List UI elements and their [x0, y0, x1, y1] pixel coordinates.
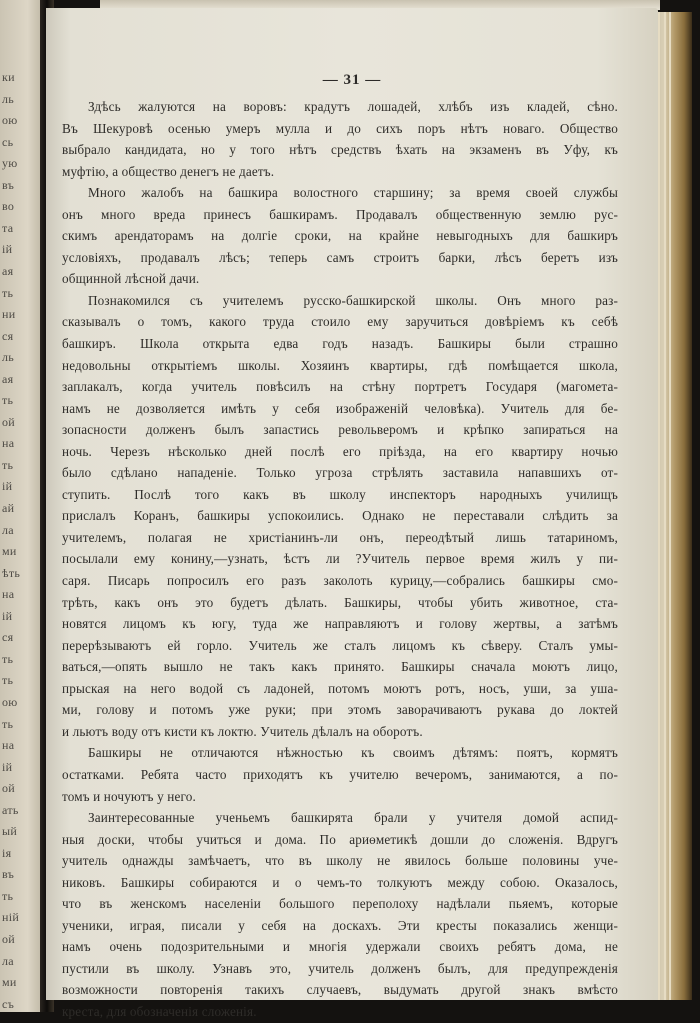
facing-page-fragment: ть [2, 673, 14, 688]
text-line: выбрало кандидата, но у того нѣтъ средствъ ѣхать на экзаменъ въ Уфу, къ [62, 142, 618, 158]
facing-page-fragment: ній [2, 910, 20, 925]
facing-page-fragment: ую [2, 156, 18, 171]
facing-page-fragment: ни [2, 307, 16, 322]
text-line: возможности повторенія такихъ случаевъ, выдумать другой знакъ вмѣсто [62, 982, 618, 998]
facing-page-fragment: ть [2, 888, 14, 903]
text-line: ступить. Послѣ того какъ въ школу инспекторъ народныхъ училищъ [62, 486, 618, 502]
text-line: Заинтересованные ученьемъ башкирята брали у учителя домой аспид- [88, 810, 618, 826]
facing-page-fragment: ми [2, 975, 17, 990]
facing-page-fragment: ій [2, 608, 13, 623]
facing-page-fragment: ая [2, 263, 14, 278]
facing-page-fragment: въ [2, 177, 15, 192]
facing-page-fragment: ій [2, 242, 13, 257]
facing-page-fragment: ой [2, 932, 16, 946]
facing-page-fragment: ою [2, 694, 18, 709]
text-line: скимъ арендаторамъ на долгіе сроки, на крайне невыгодныхъ для башкиръ [62, 228, 618, 244]
book-edge [652, 12, 692, 1000]
text-line: Въ Шекуровѣ осенью умеръ мулла и до сихъ поръ нѣтъ новаго. Общество [62, 120, 618, 136]
facing-page-fragment: ать [2, 802, 19, 817]
facing-page-fragment: ль [2, 350, 15, 365]
facing-page-fragment: ть [2, 651, 14, 666]
text-line: зопасности долженъ былъ запастись револьверомъ и крѣпко запираться на [62, 422, 618, 438]
text-line: онъ много вреда принесъ башкирамъ. Продавалъ общественную землю рус- [62, 206, 618, 222]
text-line: башкиръ. Школа открыта едва годъ назадъ. Башкиры были страшно [62, 336, 618, 352]
text-line: условіяхъ, продавалъ лѣсъ; теперь самъ строитъ барки, лѣсъ беретъ изъ [62, 249, 618, 265]
facing-page-fragment: ть [2, 285, 14, 300]
facing-page-fragment: на [2, 436, 15, 451]
text-line: перерѣзываютъ ей горло. Учитель же сталъ лицомъ къ сѣверу. Сталъ умы- [62, 637, 618, 653]
text-line: что въ женскомъ населеніи большого переполоху надѣлали пьяемъ, которые [62, 896, 618, 912]
text-line: и льютъ воду отъ кисти къ локтю. Учитель дѣлалъ на оборотъ. [62, 723, 423, 739]
facing-page-fragment: ся [2, 328, 14, 343]
facing-page-fragment: ія [2, 845, 12, 860]
text-line: Познакомился съ учителемъ русско-башкирской школы. Онъ много раз- [88, 292, 618, 308]
facing-page-fragment: ль [2, 91, 15, 106]
text-line: Башкиры не отличаются нѣжностью къ своимъ дѣтямъ: поятъ, кормятъ [88, 745, 618, 761]
facing-page-fragment: ой [2, 414, 16, 429]
text-line: заплакалъ, когда учитель повѣсилъ на стѣну портретъ Государя (магомета- [62, 379, 618, 395]
text-line: новятся лицомъ къ югу, туда же направляютъ и голову жертвы, а затѣмъ [62, 616, 618, 632]
facing-page-fragment: ть [2, 393, 14, 408]
text-line: намъ не дозволяется имѣть у себя изображеній человѣка). Учитель для бе- [62, 400, 618, 416]
facing-page-fragment: сь [2, 134, 14, 149]
facing-page-fragment: ай [2, 501, 15, 515]
facing-page-fragment: ій [2, 479, 13, 494]
facing-page-fragment: ть [2, 457, 14, 472]
facing-page-fragment: ый [2, 824, 18, 839]
text-line: остатками. Ребята часто приходятъ къ учителю вечеромъ, занимаются, а по- [62, 766, 618, 782]
text-line: ночь. Черезъ нѣсколько дней послѣ его пріѣзда, на его квартиру ночью [62, 443, 618, 459]
text-line: посылали ему конину,—узнать, ѣстъ ли ?Учитель первое время жилъ у пи- [62, 551, 618, 567]
facing-page-fragment: та [2, 220, 14, 235]
facing-page-fragment: на [2, 587, 15, 602]
text-line: ученики, играя, писали у себя на доскахъ. Эти кресты показались женщи- [62, 917, 618, 933]
facing-page-fragment: ою [2, 113, 18, 128]
facing-page-fragment: ся [2, 630, 14, 645]
facing-page-fragment: ѣть [2, 565, 21, 580]
text-line: ми, голову и потомъ уже руки; при этомъ заворачиваютъ рукава до локтей [62, 702, 618, 718]
facing-page-fragment: ая [2, 371, 14, 386]
text-line: прыская на него водой съ ладоней, потомъ моютъ ротъ, носъ, уши, за уша- [62, 680, 618, 696]
facing-page-fragment: ла [2, 522, 14, 537]
text-line: никовъ. Башкиры собираются и о чемъ-то толкуютъ между собою. Оказалось, [62, 874, 618, 890]
facing-page-fragment: во [2, 199, 15, 214]
text-line: трѣть, какъ онъ это будетъ дѣлать. Башкиры, чтобы убить животное, ста- [62, 594, 618, 610]
facing-page-fragment: ла [2, 953, 14, 968]
text-line: общинной лѣсной дачи. [62, 271, 200, 287]
facing-page-fragment: ій [2, 759, 13, 774]
text-line: ныя доски, чтобы учиться и дома. По ариѳметикѣ дошли до сложенія. Вдругъ [62, 831, 618, 847]
text-line: учителемъ, полагая не христіанинъ-ли онъ, переодѣтый лишь татариномъ, [62, 529, 618, 545]
facing-page-fragment: на [2, 738, 15, 753]
text-line: было сдѣлано нападеніе. Только угроза стрѣлять заставила напавшихъ от- [62, 465, 618, 481]
facing-page-fragment: съ [2, 996, 15, 1011]
text-line: учитель однажды замѣчаетъ, что въ школу не явилось больше половины уче- [62, 853, 618, 869]
text-line: муфтію, а общество денегъ не даетъ. [62, 163, 275, 179]
text-line: Здѣсь жалуются на воровъ: крадутъ лошадей, хлѣбъ изъ кладей, сѣно. [88, 99, 618, 114]
facing-page-fragment: ой [2, 781, 16, 796]
text-line: томъ и ночуютъ у него. [62, 788, 196, 804]
text-line: саря. Писарь попросилъ его разъ заколоть курицу,—собрались башкиры смо- [62, 573, 618, 589]
text-line: прислалъ Коранъ, башкиры успокоились. Однако не переставали слѣдить за [62, 508, 618, 524]
text-line: ваться,—опять вышло не такъ какъ принято. Башкиры сначала моютъ лицо, [62, 659, 618, 675]
facing-page-fragment: ки [2, 70, 15, 84]
text-line: пустили въ школу. Узнавъ это, учитель долженъ былъ, для предупрежденія [62, 960, 618, 976]
text-line: намъ очень подозрительными и многія удержали своихъ ребятъ дома, не [62, 939, 618, 955]
page-number: — 31 — [322, 72, 382, 88]
facing-page-fragment: ми [2, 544, 17, 559]
text-line: недовольны открытіемъ школы. Хозяинъ квартиры, гдѣ помѣщается школа, [62, 357, 618, 373]
text-line: сказывалъ о томъ, какого труда стоило ему заручиться довѣріемъ къ себѣ [62, 314, 618, 330]
text-line: креста, для обозначенія сложенія. [62, 1003, 257, 1019]
text-line: Много жалобъ на башкира волостного старшину; за время своей службы [88, 185, 618, 201]
facing-page-fragment: ть [2, 716, 14, 731]
facing-page-fragment: въ [2, 867, 15, 882]
page-text [62, 96, 618, 1023]
